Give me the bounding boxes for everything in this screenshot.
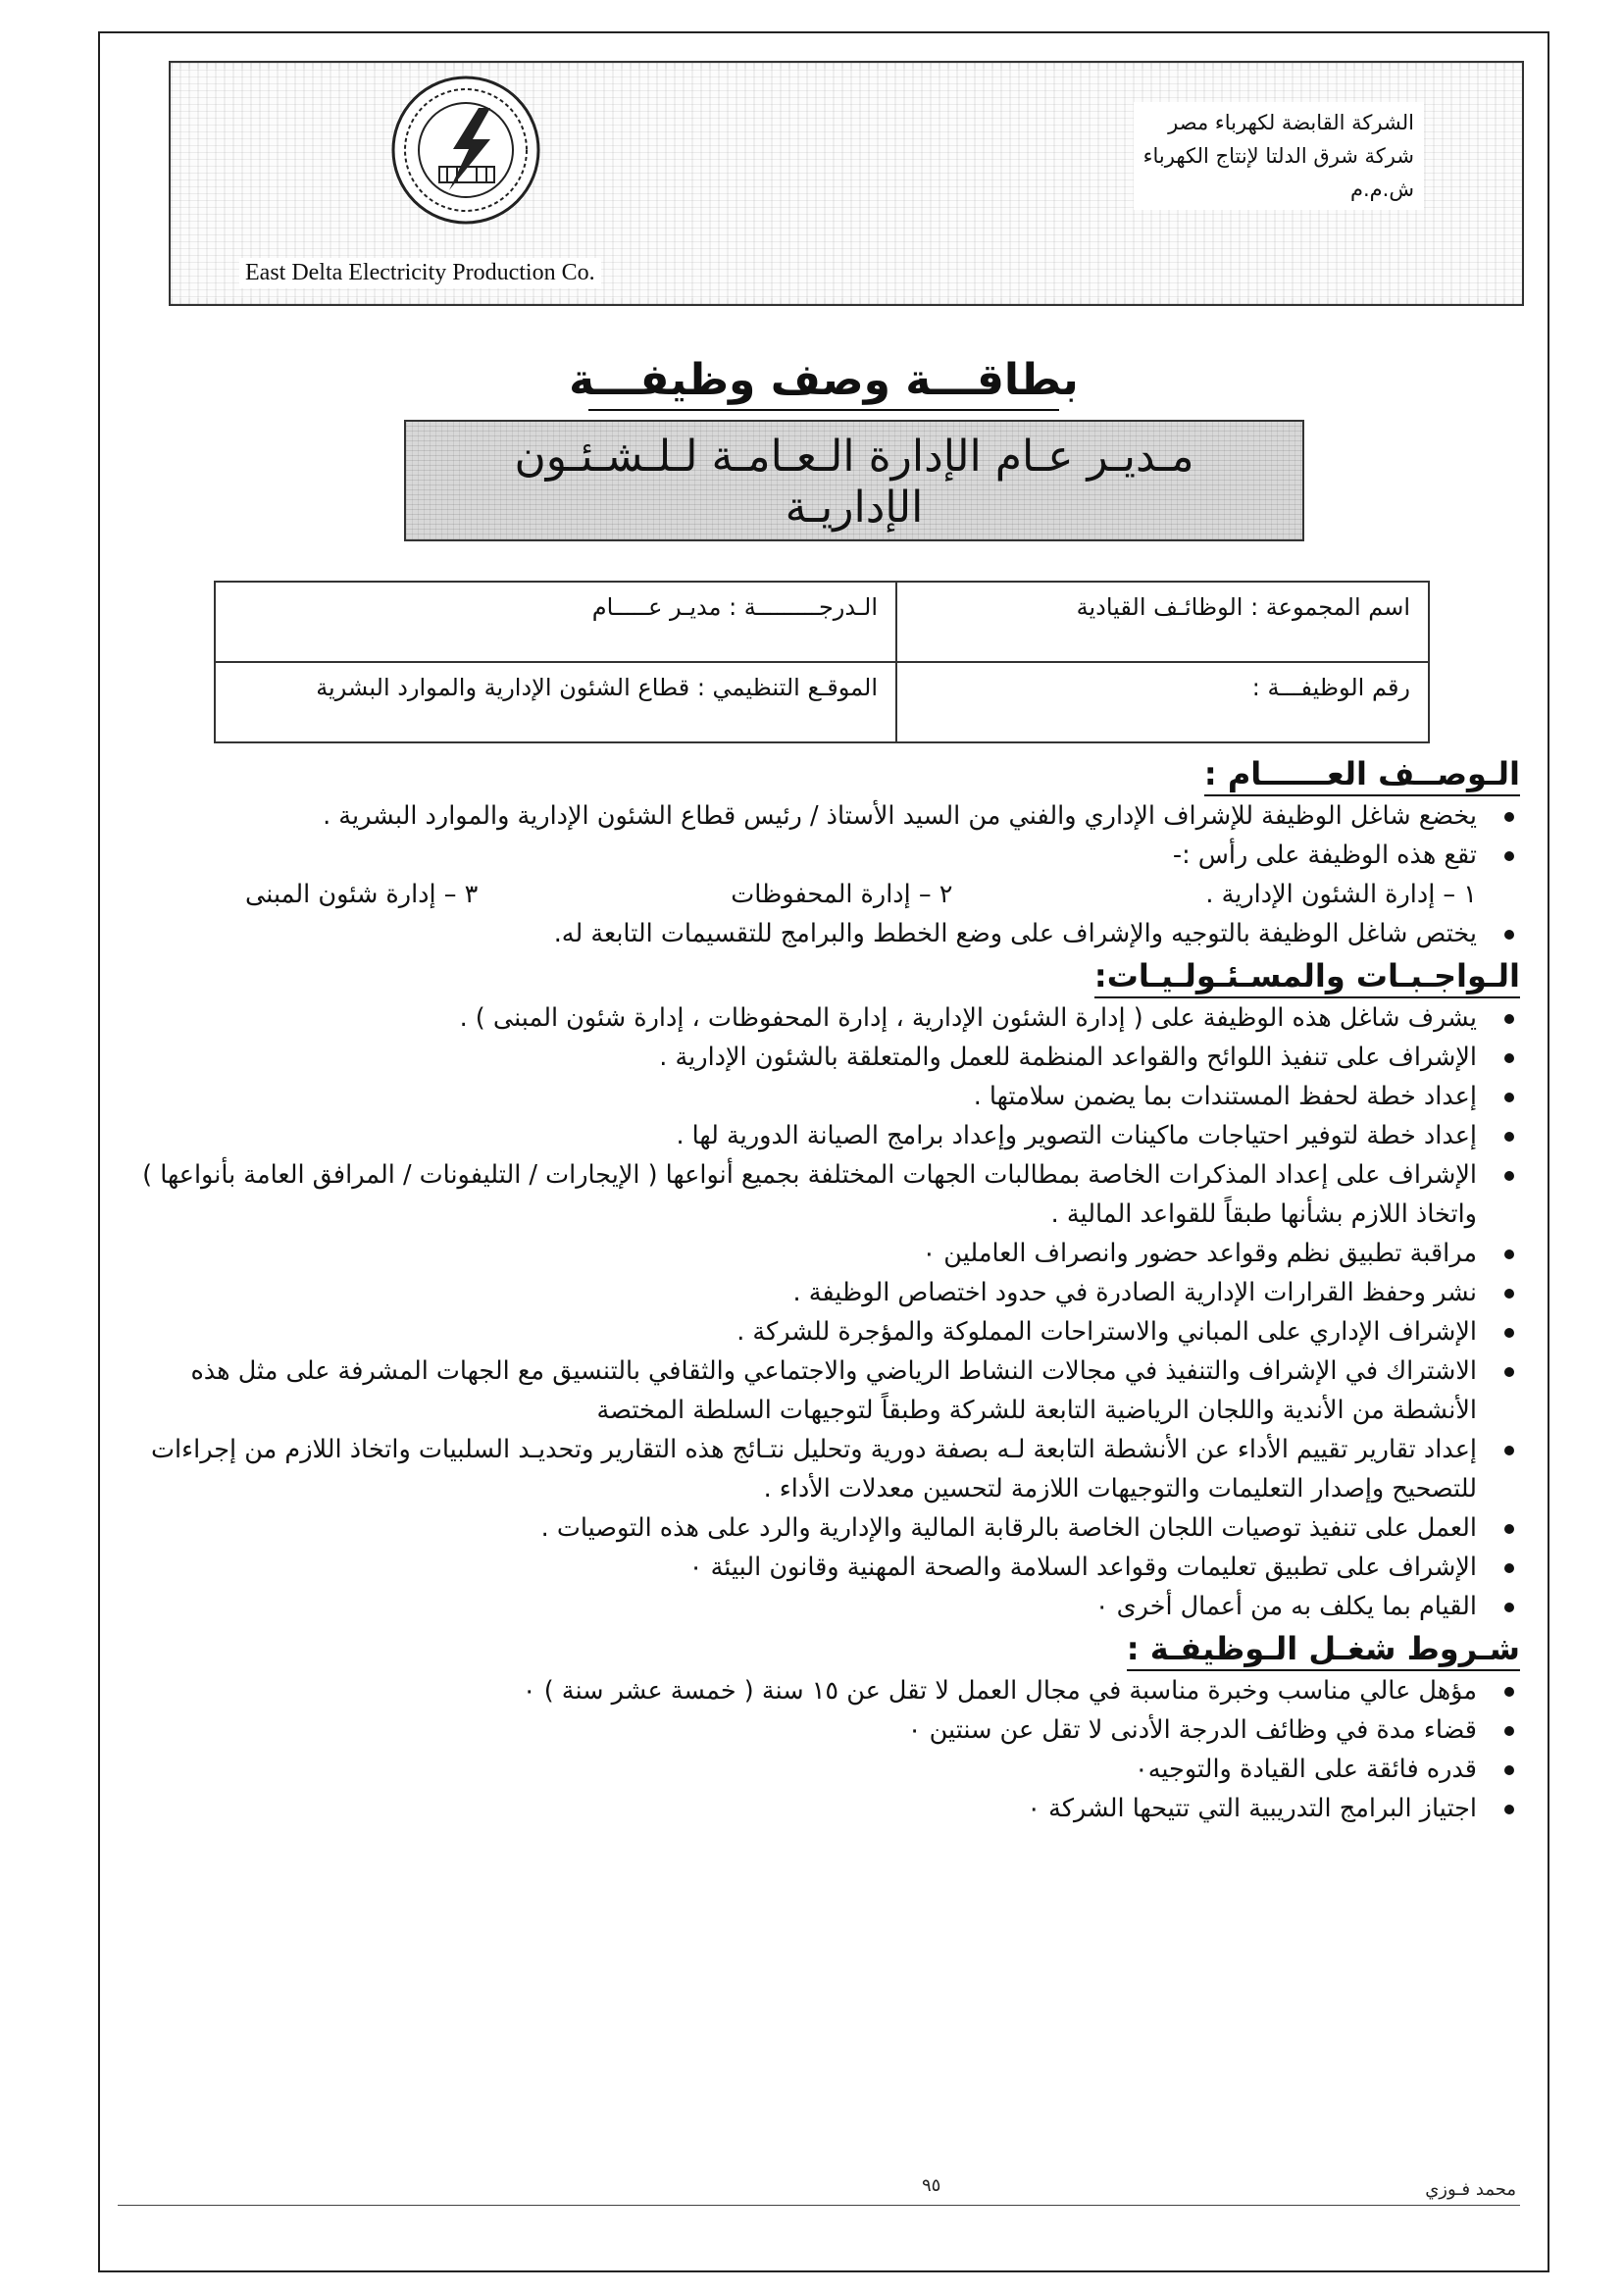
job-title-box bbox=[404, 420, 1304, 541]
list-item: الإشراف على إعداد المذكرات الخاصة بمطالبات الجهات المختلفة بجميع أنواعها ( الإيجارات / التليفونات / المرافق العامة بأنواعها ) واتخاذ اللازم بشأنها طبقاً للقواعد المالية . bbox=[127, 1155, 1477, 1234]
list-item: مراقبة تطبيق نظم وقواعد حضور وانصراف العاملين ٠ bbox=[127, 1234, 1477, 1273]
list-item: الإشراف الإداري على المباني والاستراحات المملوكة والمؤجرة للشركة . bbox=[127, 1312, 1477, 1351]
conditions-list bbox=[127, 1671, 1520, 1828]
sub-item: ١ – إدارة الشئون الإدارية . bbox=[1205, 880, 1477, 909]
document-title-text: بطاقـــة وصف وظيفـــة bbox=[569, 355, 1079, 405]
footer-divider bbox=[118, 2205, 1520, 2206]
list-item: اجتياز البرامج التدريبية التي تتيحها الشركة ٠ bbox=[127, 1789, 1477, 1828]
info-row bbox=[215, 582, 1429, 662]
document-title bbox=[549, 355, 1098, 405]
general-list bbox=[127, 796, 1520, 875]
section-heading-duties: الـواجـبـات والمسـئـولـيـات: bbox=[127, 953, 1520, 998]
list-item: قضاء مدة في وظائف الدرجة الأدنى لا تقل عن سنتين ٠ bbox=[127, 1710, 1477, 1750]
east-delta-logo-icon bbox=[388, 73, 543, 228]
company-line-3: ش.م.م bbox=[1350, 178, 1414, 201]
job-grade-cell: الـدرجـــــــــة : مديـر عـــــام bbox=[215, 582, 896, 662]
list-item: إعداد تقارير تقييم الأداء عن الأنشطة التابعة لـه بصفة دورية وتحليل نتـائج هذه التقارير وتحديـد السلبيات واتخاذ اللازم من إجراءات للتصحيح وإصدار التعليمات والتوجيهات اللازمة لتحسين معدلات الأداء . bbox=[127, 1430, 1477, 1508]
list-item: يشرف شاغل هذه الوظيفة على ( إدارة الشئون الإدارية ، إدارة المحفوظات ، إدارة شئون المبنى ) . bbox=[127, 998, 1477, 1038]
list-item: قدره فائقة على القيادة والتوجيه٠ bbox=[127, 1750, 1477, 1789]
list-item: الإشراف على تطبيق تعليمات وقواعد السلامة والصحة المهنية وقانون البيئة ٠ bbox=[127, 1548, 1477, 1587]
org-location-cell: الموقـع التنظيمي : قطاع الشئون الإدارية والموارد البشرية bbox=[215, 662, 896, 742]
company-name-arabic bbox=[1134, 102, 1424, 210]
title-underline bbox=[588, 409, 1059, 411]
sub-item: ٣ – إدارة شئون المبنى bbox=[245, 880, 479, 909]
list-item: الإشراف على تنفيذ اللوائح والقواعد المنظمة للعمل والمتعلقة بالشئون الإدارية . bbox=[127, 1038, 1477, 1077]
job-number-cell: رقم الوظيفـــة : bbox=[896, 662, 1429, 742]
general-list-cont bbox=[127, 914, 1520, 953]
job-group-cell: اسم المجموعة : الوظائـف القيادية bbox=[896, 582, 1429, 662]
section-heading-general: الـوصــف العــــــام : bbox=[127, 751, 1520, 796]
list-item: تقع هذه الوظيفة على رأس :- bbox=[127, 836, 1477, 875]
sub-item: ٢ – إدارة المحفوظات bbox=[731, 880, 953, 909]
list-item: القيام بما يكلف به من أعمال أخرى ٠ bbox=[127, 1587, 1477, 1626]
section-heading-conditions: شـروط شغـل الـوظيفـة : bbox=[127, 1626, 1520, 1671]
letterhead bbox=[169, 61, 1524, 306]
job-info-table bbox=[214, 581, 1430, 743]
list-item: إعداد خطة لتوفير احتياجات ماكينات التصوير وإعداد برامج الصيانة الدورية لها . bbox=[127, 1116, 1477, 1155]
duties-list bbox=[127, 998, 1520, 1626]
list-item: العمل على تنفيذ توصيات اللجان الخاصة بالرقابة المالية والإدارية والرد على هذه التوصيات . bbox=[127, 1508, 1477, 1548]
company-line-1: الشركة القابضة لكهرباء مصر bbox=[1168, 111, 1414, 134]
signature: محمد فـوزي bbox=[1425, 2179, 1516, 2200]
list-item: مؤهل عالي مناسب وخبرة مناسبة في مجال العمل لا تقل عن ١٥ سنة ( خمسة عشر سنة ) ٠ bbox=[127, 1671, 1477, 1710]
job-title-line-1: مـديـر عـام الإدارة الـعـامـة لـلـشـئـون bbox=[514, 432, 1194, 482]
job-title-line-2: الإداريـة bbox=[785, 483, 924, 533]
sub-departments bbox=[127, 875, 1520, 914]
page-number: ٩٥ bbox=[922, 2175, 941, 2196]
list-item: يختص شاغل الوظيفة بالتوجيه والإشراف على وضع الخطط والبرامج للتقسيمات التابعة له. bbox=[127, 914, 1477, 953]
list-item: الاشتراك في الإشراف والتنفيذ في مجالات النشاط الرياضي والاجتماعي والثقافي بالتنسيق مع الجهات المشرفة على مثل هذه الأنشطة من الأندية واللجان الرياضية التابعة للشركة وطبقاً لتوجيهات السلطة المختصة bbox=[127, 1351, 1477, 1430]
document-body bbox=[127, 751, 1520, 1828]
list-item: يخضع شاغل الوظيفة للإشراف الإداري والفني من السيد الأستاذ / رئيس قطاع الشئون الإدارية والموارد البشرية . bbox=[127, 796, 1477, 836]
company-name-english: East Delta Electricity Production Co. bbox=[239, 258, 601, 288]
list-item: نشر وحفظ القرارات الإدارية الصادرة في حدود اختصاص الوظيفة . bbox=[127, 1273, 1477, 1312]
company-line-2: شركة شرق الدلتا لإنتاج الكهرباء bbox=[1142, 144, 1414, 168]
info-row bbox=[215, 662, 1429, 742]
list-item: إعداد خطة لحفظ المستندات بما يضمن سلامتها . bbox=[127, 1077, 1477, 1116]
